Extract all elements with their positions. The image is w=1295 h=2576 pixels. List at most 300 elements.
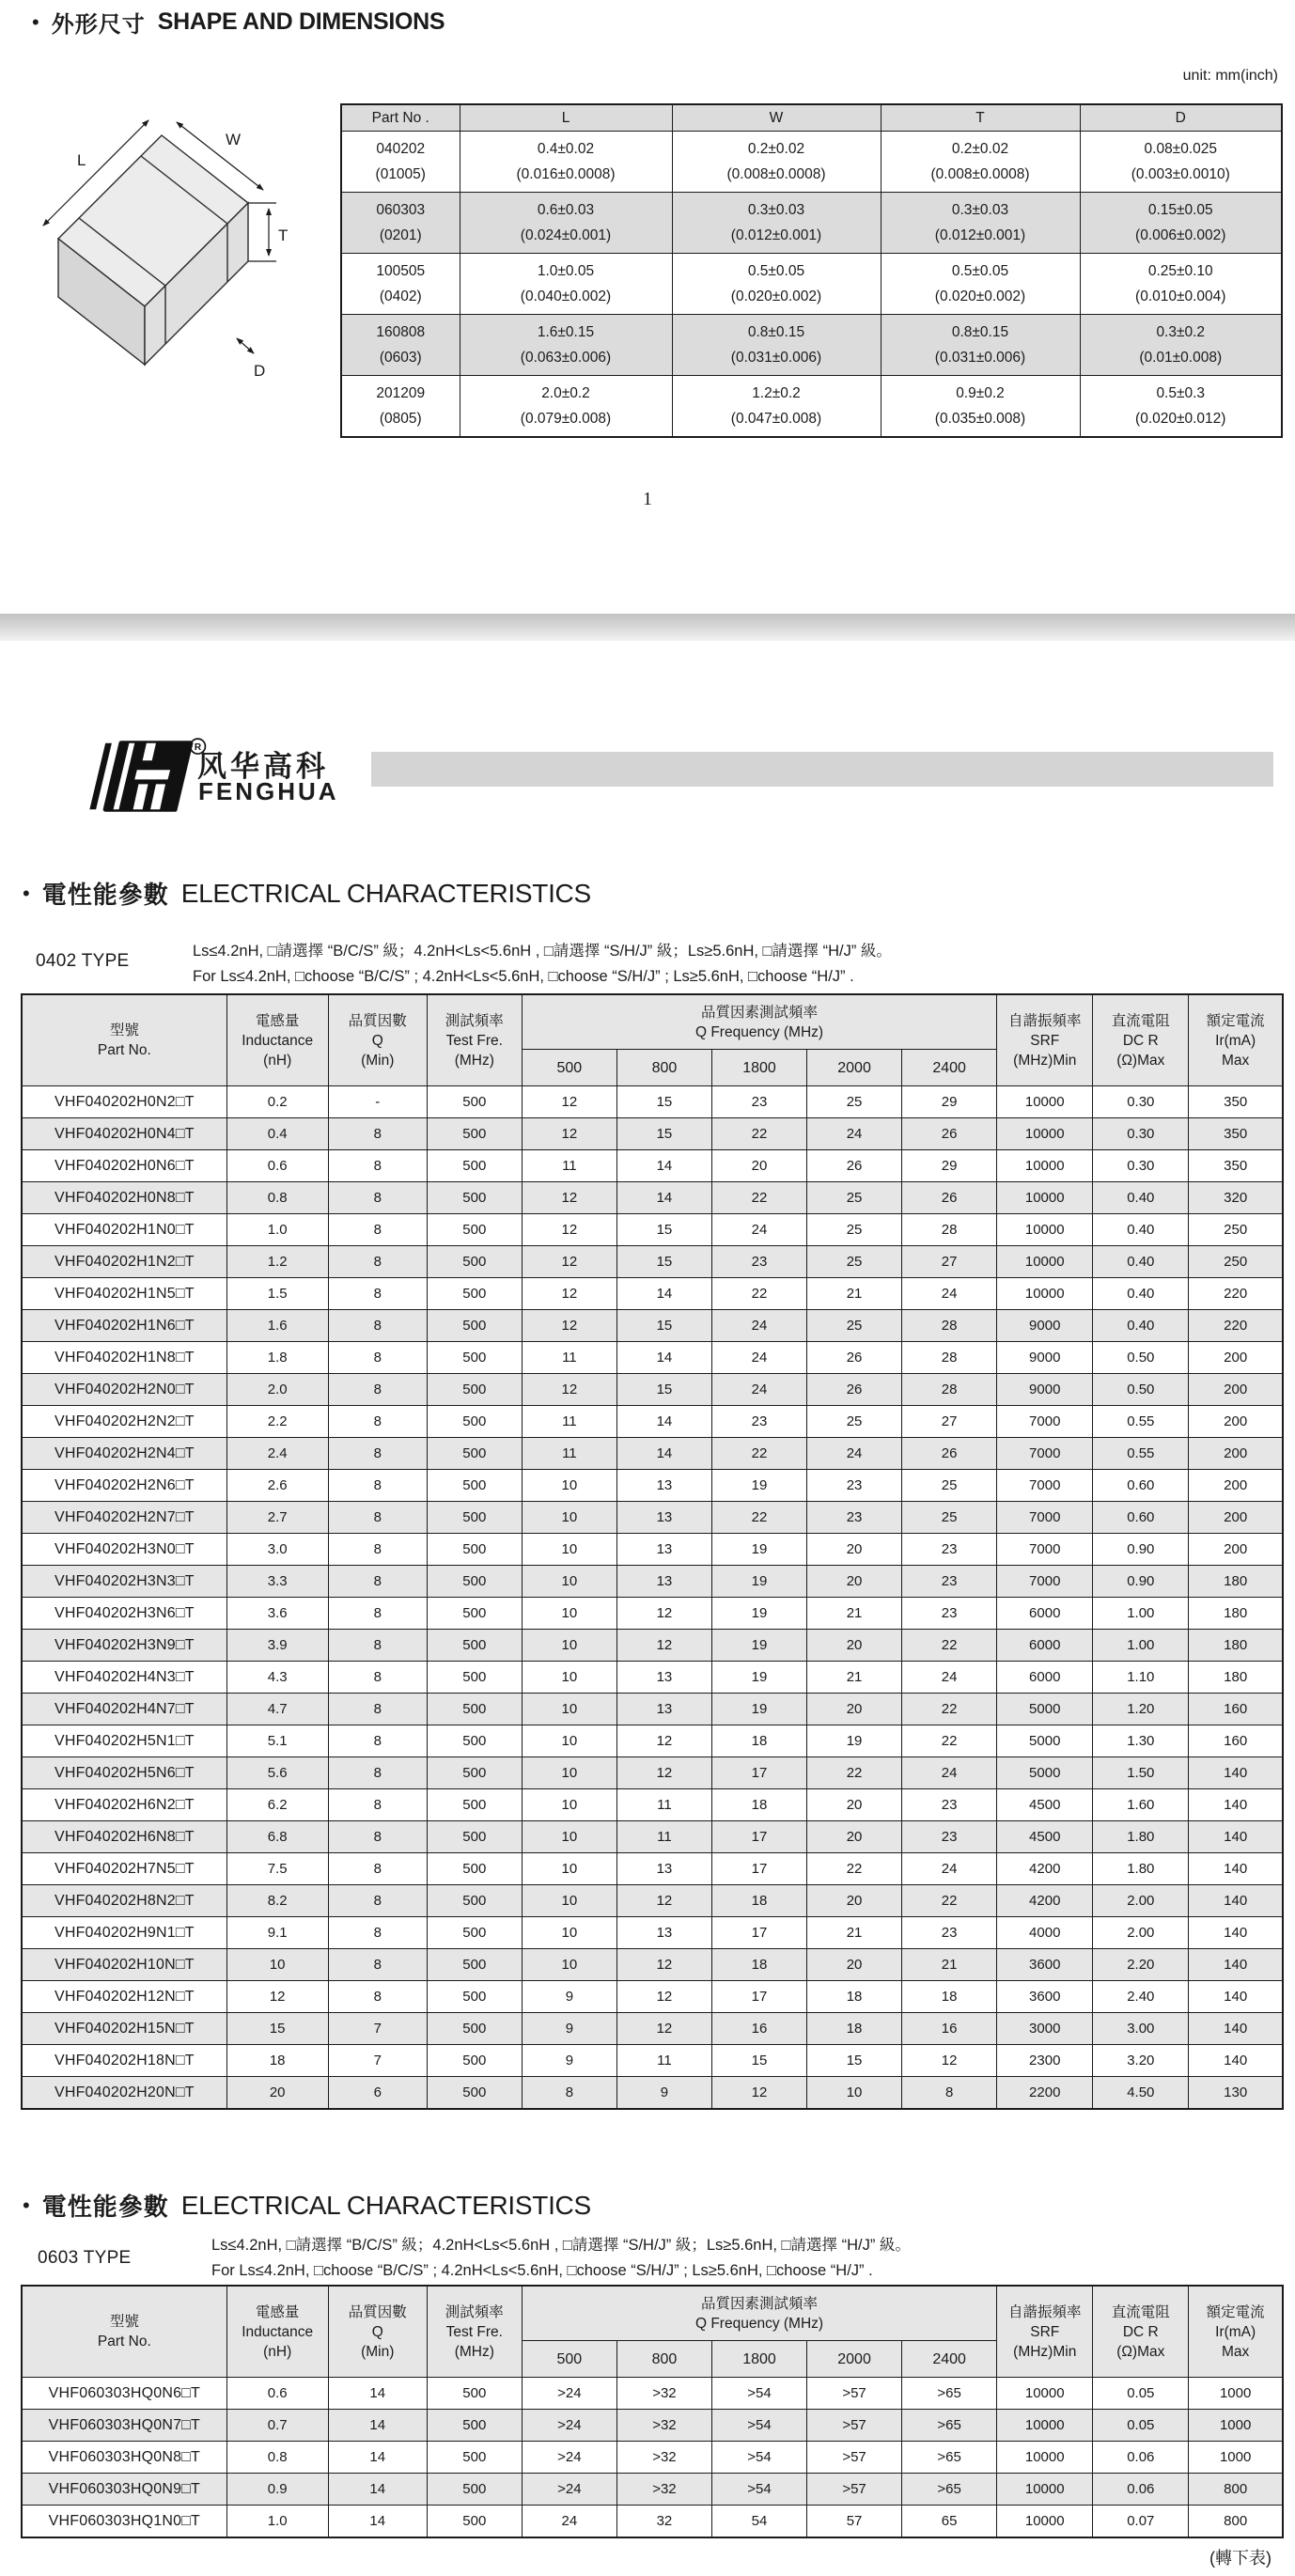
spec-value-cell: 10000 <box>997 1246 1093 1278</box>
spec-value-cell: 19 <box>711 1694 806 1725</box>
spec-value-cell: 3.00 <box>1093 2013 1189 2045</box>
spec-value-cell: 17 <box>711 1917 806 1949</box>
part-no-cell: VHF040202H0N4□T <box>22 1118 226 1150</box>
spec-value-cell: 8 <box>328 1438 427 1470</box>
freq-header-2000: 2000 <box>807 2341 902 2378</box>
freq-header-1800: 1800 <box>711 2341 806 2378</box>
dim-part-cell: 201209 (0805) <box>341 376 460 438</box>
spec-value-cell: 14 <box>616 1406 711 1438</box>
spec-value-cell: 1.00 <box>1093 1630 1189 1662</box>
col-header-inductance: 電感量 Inductance (nH) <box>226 2286 328 2378</box>
spec-value-cell: 5.6 <box>226 1757 328 1789</box>
spec-value-cell: 8 <box>328 1566 427 1598</box>
freq-header-2400: 2400 <box>902 2341 997 2378</box>
spec-value-cell: 65 <box>902 2506 997 2538</box>
spec-value-cell: 180 <box>1189 1662 1283 1694</box>
dim-value-cell: 0.3±0.03 (0.012±0.001) <box>881 193 1080 254</box>
spec-value-cell: 140 <box>1189 1853 1283 1885</box>
spec-value-cell: 10 <box>522 1917 616 1949</box>
spec-value-cell: 19 <box>711 1598 806 1630</box>
spec-value-cell: 500 <box>427 1310 522 1342</box>
spec-value-cell: 17 <box>711 1853 806 1885</box>
dim-table-row <box>341 193 1282 254</box>
dim-value-cell: 0.4±0.02 (0.016±0.0008) <box>460 132 672 193</box>
spec-value-cell: 1.0 <box>226 1214 328 1246</box>
spec-value-cell: 500 <box>427 1246 522 1278</box>
spec-value-cell: 12 <box>616 1885 711 1917</box>
spec-value-cell: 0.05 <box>1093 2378 1189 2410</box>
spec-value-cell: 0.7 <box>226 2410 328 2442</box>
spec-value-cell: 18 <box>902 1981 997 2013</box>
spec-row <box>22 1821 1283 1853</box>
spec-value-cell: 10000 <box>997 2442 1093 2474</box>
spec-value-cell: 23 <box>902 1566 997 1598</box>
spec-value-cell: 500 <box>427 2506 522 2538</box>
dim-table-row <box>341 315 1282 376</box>
part-no-cell: VHF040202H2N7□T <box>22 1502 226 1534</box>
spec-value-cell: 500 <box>427 2077 522 2110</box>
spec-row <box>22 1342 1283 1374</box>
spec-value-cell: 22 <box>711 1182 806 1214</box>
spec-value-cell: 9000 <box>997 1374 1093 1406</box>
spec-value-cell: 500 <box>427 2045 522 2077</box>
spec-value-cell: 29 <box>902 1150 997 1182</box>
spec-value-cell: 1.0 <box>226 2506 328 2538</box>
spec-value-cell: 14 <box>616 1342 711 1374</box>
spec-value-cell: 14 <box>328 2442 427 2474</box>
spec-value-cell: 0.07 <box>1093 2506 1189 2538</box>
spec-row <box>22 1598 1283 1630</box>
spec-value-cell: 18 <box>226 2045 328 2077</box>
spec-value-cell: 200 <box>1189 1534 1283 1566</box>
spec-value-cell: 13 <box>616 1566 711 1598</box>
spec-row <box>22 1694 1283 1725</box>
spec-row <box>22 1885 1283 1917</box>
dim-table-row <box>341 254 1282 315</box>
part-no-cell: VHF040202H2N2□T <box>22 1406 226 1438</box>
spec-value-cell: 10 <box>522 1598 616 1630</box>
spec-value-cell: 2.6 <box>226 1470 328 1502</box>
spec-value-cell: 140 <box>1189 2013 1283 2045</box>
spec-value-cell: 12 <box>522 1086 616 1118</box>
spec-row <box>22 2013 1283 2045</box>
part-no-cell: VHF040202H18N□T <box>22 2045 226 2077</box>
chip-dimension-diagram <box>21 109 314 391</box>
dim-header-d: D <box>1080 104 1282 132</box>
spec-value-cell: 11 <box>522 1342 616 1374</box>
spec-value-cell: 4500 <box>997 1821 1093 1853</box>
spec-value-cell: 13 <box>616 1662 711 1694</box>
spec-row <box>22 2077 1283 2110</box>
spec-value-cell: 7000 <box>997 1566 1093 1598</box>
spec-value-cell: 500 <box>427 1821 522 1853</box>
spec-value-cell: 20 <box>807 1821 902 1853</box>
spec-value-cell: 250 <box>1189 1214 1283 1246</box>
spec-value-cell: 1.2 <box>226 1246 328 1278</box>
spec-value-cell: 8 <box>328 1502 427 1534</box>
spec-value-cell: 7 <box>328 2045 427 2077</box>
spec-value-cell: 26 <box>807 1342 902 1374</box>
part-no-cell: VHF040202H3N9□T <box>22 1630 226 1662</box>
spec-value-cell: 10 <box>522 1470 616 1502</box>
part-no-cell: VHF040202H12N□T <box>22 1981 226 2013</box>
spec-value-cell: 180 <box>1189 1566 1283 1598</box>
part-no-cell: VHF040202H1N0□T <box>22 1214 226 1246</box>
spec-value-cell: 140 <box>1189 1949 1283 1981</box>
spec-value-cell: 18 <box>807 2013 902 2045</box>
spec-value-cell: 4200 <box>997 1853 1093 1885</box>
spec-row <box>22 2474 1283 2506</box>
spec-value-cell: - <box>328 1086 427 1118</box>
spec-value-cell: 12 <box>616 1981 711 2013</box>
bullet-icon: • <box>23 2193 30 2217</box>
part-no-cell: VHF040202H6N8□T <box>22 1821 226 1853</box>
spec-value-cell: 24 <box>711 1342 806 1374</box>
freq-header-800: 800 <box>616 2341 711 2378</box>
spec-value-cell: 11 <box>522 1438 616 1470</box>
spec-value-cell: 18 <box>711 1725 806 1757</box>
spec-value-cell: 24 <box>807 1438 902 1470</box>
spec-value-cell: 8 <box>328 1342 427 1374</box>
part-no-cell: VHF060303HQ0N9□T <box>22 2474 226 2506</box>
spec-value-cell: 5.1 <box>226 1725 328 1757</box>
spec-value-cell: 160 <box>1189 1694 1283 1725</box>
spec-value-cell: 0.30 <box>1093 1086 1189 1118</box>
spec-value-cell: 21 <box>807 1662 902 1694</box>
part-no-cell: VHF040202H1N6□T <box>22 1310 226 1342</box>
spec-value-cell: >57 <box>807 2442 902 2474</box>
spec-value-cell: 8 <box>328 1246 427 1278</box>
continued-note: (轉下表) <box>1209 2549 1272 2568</box>
spec-table-0402 <box>21 993 1284 2110</box>
spec-value-cell: 23 <box>807 1502 902 1534</box>
spec-value-cell: 1.60 <box>1093 1789 1189 1821</box>
freq-header-800: 800 <box>616 1050 711 1086</box>
dim-value-cell: 0.2±0.02 (0.008±0.0008) <box>881 132 1080 193</box>
selection-note-0603 <box>211 2233 911 2284</box>
spec-value-cell: 21 <box>807 1278 902 1310</box>
dim-value-cell: 1.6±0.15 (0.063±0.006) <box>460 315 672 376</box>
spec-value-cell: >65 <box>902 2378 997 2410</box>
spec-value-cell: 180 <box>1189 1598 1283 1630</box>
spec-value-cell: 0.60 <box>1093 1502 1189 1534</box>
freq-header-500: 500 <box>522 1050 616 1086</box>
spec-value-cell: 24 <box>711 1374 806 1406</box>
spec-value-cell: 8 <box>328 1470 427 1502</box>
dim-value-cell: 0.08±0.025 (0.003±0.0010) <box>1080 132 1282 193</box>
part-no-cell: VHF040202H4N3□T <box>22 1662 226 1694</box>
spec-row <box>22 1725 1283 1757</box>
spec-row <box>22 1917 1283 1949</box>
section-shape-dimensions-heading <box>32 6 445 39</box>
part-no-cell: VHF040202H1N8□T <box>22 1342 226 1374</box>
spec-value-cell: 220 <box>1189 1278 1283 1310</box>
dimensions-header-row <box>341 104 1282 132</box>
spec-value-cell: 8 <box>328 1118 427 1150</box>
dim-table-row <box>341 132 1282 193</box>
spec-value-cell: 11 <box>616 1789 711 1821</box>
spec-value-cell: 20 <box>807 1694 902 1725</box>
spec-value-cell: 1000 <box>1189 2378 1283 2410</box>
spec-value-cell: 26 <box>902 1182 997 1214</box>
spec-value-cell: 24 <box>902 1662 997 1694</box>
spec-value-cell: 14 <box>328 2410 427 2442</box>
spec-value-cell: 23 <box>902 1598 997 1630</box>
spec-value-cell: 24 <box>902 1278 997 1310</box>
spec-value-cell: 25 <box>902 1470 997 1502</box>
spec-value-cell: 140 <box>1189 2045 1283 2077</box>
spec-value-cell: 21 <box>807 1917 902 1949</box>
section-title-en: SHAPE AND DIMENSIONS <box>157 8 445 35</box>
spec-value-cell: 23 <box>902 1789 997 1821</box>
spec-value-cell: 4.7 <box>226 1694 328 1725</box>
col-header-q: 品質因數 Q (Min) <box>328 2286 427 2378</box>
spec-value-cell: 27 <box>902 1406 997 1438</box>
spec-value-cell: 29 <box>902 1086 997 1118</box>
spec-value-cell: 500 <box>427 1214 522 1246</box>
spec-value-cell: 14 <box>616 1278 711 1310</box>
spec-value-cell: 500 <box>427 2378 522 2410</box>
spec-value-cell: 14 <box>616 1150 711 1182</box>
spec-value-cell: 32 <box>616 2506 711 2538</box>
spec-value-cell: 10 <box>522 1630 616 1662</box>
spec-value-cell: 10000 <box>997 1182 1093 1214</box>
part-no-cell: VHF040202H2N0□T <box>22 1374 226 1406</box>
spec-value-cell: 12 <box>616 2013 711 2045</box>
spec-value-cell: 500 <box>427 1278 522 1310</box>
spec-row <box>22 1438 1283 1470</box>
spec-value-cell: 18 <box>711 1885 806 1917</box>
freq-header-2000: 2000 <box>807 1050 902 1086</box>
col-header-srf: 自諧振頻率 SRF (MHz)Min <box>997 2286 1093 2378</box>
spec-value-cell: 500 <box>427 1662 522 1694</box>
spec-value-cell: 7000 <box>997 1534 1093 1566</box>
spec-value-cell: 23 <box>902 1917 997 1949</box>
spec-value-cell: 320 <box>1189 1182 1283 1214</box>
page-divider-band <box>0 614 1295 641</box>
spec-value-cell: 13 <box>616 1694 711 1725</box>
spec-value-cell: 3000 <box>997 2013 1093 2045</box>
spec-value-cell: 6.8 <box>226 1821 328 1853</box>
spec-value-cell: >54 <box>711 2474 806 2506</box>
spec-value-cell: 19 <box>711 1662 806 1694</box>
dim-value-cell: 0.8±0.15 (0.031±0.006) <box>672 315 881 376</box>
spec-value-cell: 1.20 <box>1093 1694 1189 1725</box>
spec-value-cell: 0.40 <box>1093 1214 1189 1246</box>
spec-value-cell: 500 <box>427 1853 522 1885</box>
note-line-zh: Ls≤4.2nH, □請選擇 “B/C/S” 級；4.2nH<Ls<5.6nH , □請選擇 “S/H/J” 級；Ls≥5.6nH, □請選擇 “H/J” 級。 <box>211 2237 911 2254</box>
dim-header-l: L <box>460 104 672 132</box>
spec-header-row-1 <box>22 2286 1283 2341</box>
dim-header-part: Part No . <box>341 104 460 132</box>
spec-value-cell: 12 <box>522 1278 616 1310</box>
spec-value-cell: 6 <box>328 2077 427 2110</box>
spec-value-cell: >65 <box>902 2442 997 2474</box>
spec-value-cell: 12 <box>522 1182 616 1214</box>
spec-value-cell: 15 <box>616 1118 711 1150</box>
spec-value-cell: 5000 <box>997 1725 1093 1757</box>
spec-value-cell: 500 <box>427 1534 522 1566</box>
spec-value-cell: 20 <box>807 1534 902 1566</box>
spec-value-cell: 22 <box>711 1438 806 1470</box>
spec-value-cell: 25 <box>807 1310 902 1342</box>
spec-value-cell: 9 <box>522 1981 616 2013</box>
spec-value-cell: 500 <box>427 1566 522 1598</box>
spec-value-cell: 7000 <box>997 1438 1093 1470</box>
spec-value-cell: 4500 <box>997 1789 1093 1821</box>
spec-value-cell: 10000 <box>997 2506 1093 2538</box>
spec-value-cell: 12 <box>522 1374 616 1406</box>
type-label-0603: 0603 TYPE <box>38 2248 132 2268</box>
spec-value-cell: 200 <box>1189 1342 1283 1374</box>
dim-value-cell: 0.15±0.05 (0.006±0.002) <box>1080 193 1282 254</box>
part-no-cell: VHF060303HQ0N8□T <box>22 2442 226 2474</box>
spec-value-cell: >54 <box>711 2378 806 2410</box>
spec-value-cell: 0.50 <box>1093 1374 1189 1406</box>
spec-value-cell: 12 <box>902 2045 997 2077</box>
spec-value-cell: 10000 <box>997 1278 1093 1310</box>
spec-value-cell: 350 <box>1189 1150 1283 1182</box>
spec-value-cell: 3.9 <box>226 1630 328 1662</box>
dim-value-cell: 0.25±0.10 (0.010±0.004) <box>1080 254 1282 315</box>
spec-value-cell: 15 <box>711 2045 806 2077</box>
spec-value-cell: 500 <box>427 1502 522 1534</box>
part-no-cell: VHF060303HQ0N6□T <box>22 2378 226 2410</box>
dim-header-w: W <box>672 104 881 132</box>
part-no-cell: VHF040202H5N6□T <box>22 1757 226 1789</box>
spec-value-cell: 4.3 <box>226 1662 328 1694</box>
spec-row <box>22 1374 1283 1406</box>
spec-value-cell: 12 <box>522 1246 616 1278</box>
spec-value-cell: 10 <box>522 1694 616 1725</box>
spec-value-cell: 7 <box>328 2013 427 2045</box>
spec-value-cell: 13 <box>616 1502 711 1534</box>
spec-row <box>22 2410 1283 2442</box>
spec-value-cell: 1.50 <box>1093 1757 1189 1789</box>
spec-value-cell: >54 <box>711 2442 806 2474</box>
spec-value-cell: 22 <box>902 1694 997 1725</box>
spec-value-cell: 22 <box>902 1885 997 1917</box>
spec-value-cell: 0.4 <box>226 1118 328 1150</box>
freq-header-1800: 1800 <box>711 1050 806 1086</box>
spec-value-cell: 800 <box>1189 2506 1283 2538</box>
dim-value-cell: 0.3±0.2 (0.01±0.008) <box>1080 315 1282 376</box>
spec-value-cell: 8 <box>328 1598 427 1630</box>
spec-value-cell: 10 <box>522 1789 616 1821</box>
dim-part-cell: 100505 (0402) <box>341 254 460 315</box>
spec-value-cell: 220 <box>1189 1310 1283 1342</box>
diagram-label-d: D <box>254 362 266 380</box>
spec-value-cell: 1000 <box>1189 2410 1283 2442</box>
spec-value-cell: 0.40 <box>1093 1246 1189 1278</box>
spec-value-cell: 19 <box>711 1630 806 1662</box>
dim-part-cell: 040202 (01005) <box>341 132 460 193</box>
spec-value-cell: 12 <box>616 1598 711 1630</box>
spec-value-cell: 8 <box>328 1310 427 1342</box>
spec-value-cell: 0.55 <box>1093 1406 1189 1438</box>
spec-value-cell: 8 <box>328 1406 427 1438</box>
dim-table-row <box>341 376 1282 438</box>
dim-value-cell: 0.3±0.03 (0.012±0.001) <box>672 193 881 254</box>
col-header-part: 型號 Part No. <box>22 2286 226 2378</box>
part-no-cell: VHF040202H0N8□T <box>22 1182 226 1214</box>
spec-value-cell: 15 <box>226 2013 328 2045</box>
dim-part-cell: 060303 (0201) <box>341 193 460 254</box>
spec-value-cell: 500 <box>427 1630 522 1662</box>
spec-value-cell: 10 <box>522 1534 616 1566</box>
spec-value-cell: 1.8 <box>226 1342 328 1374</box>
spec-value-cell: 14 <box>328 2506 427 2538</box>
type-label-0402: 0402 TYPE <box>36 951 130 971</box>
dim-value-cell: 2.0±0.2 (0.079±0.008) <box>460 376 672 438</box>
note-line-en: For Ls≤4.2nH, □choose “B/C/S” ; 4.2nH<Ls<5.6nH, □choose “S/H/J” ; Ls≥5.6nH, □choose “H/J” . <box>211 2262 873 2279</box>
spec-value-cell: 500 <box>427 1694 522 1725</box>
spec-value-cell: 9000 <box>997 1342 1093 1374</box>
spec-value-cell: 0.05 <box>1093 2410 1189 2442</box>
chip-body <box>58 135 248 365</box>
fenghua-logo-mark <box>80 737 207 816</box>
spec-value-cell: 23 <box>711 1406 806 1438</box>
spec-header-row-1 <box>22 994 1283 1050</box>
dim-value-cell: 0.8±0.15 (0.031±0.006) <box>881 315 1080 376</box>
spec-value-cell: 0.8 <box>226 2442 328 2474</box>
spec-value-cell: 8 <box>328 1821 427 1853</box>
spec-value-cell: 2.0 <box>226 1374 328 1406</box>
spec-value-cell: 0.60 <box>1093 1470 1189 1502</box>
spec-value-cell: 0.6 <box>226 2378 328 2410</box>
spec-value-cell: 8 <box>328 1662 427 1694</box>
dim-header-t: T <box>881 104 1080 132</box>
spec-value-cell: 180 <box>1189 1630 1283 1662</box>
spec-value-cell: 2.7 <box>226 1502 328 1534</box>
part-no-cell: VHF040202H0N6□T <box>22 1150 226 1182</box>
diagram-label-t: T <box>278 226 289 244</box>
spec-value-cell: 350 <box>1189 1086 1283 1118</box>
spec-value-cell: 0.30 <box>1093 1150 1189 1182</box>
spec-value-cell: 8 <box>328 1534 427 1566</box>
spec-value-cell: 28 <box>902 1214 997 1246</box>
spec-value-cell: 0.06 <box>1093 2474 1189 2506</box>
spec-value-cell: 8 <box>328 1757 427 1789</box>
spec-value-cell: 500 <box>427 1118 522 1150</box>
spec-row <box>22 1662 1283 1694</box>
freq-header-2400: 2400 <box>902 1050 997 1086</box>
spec-value-cell: 250 <box>1189 1246 1283 1278</box>
spec-row <box>22 1502 1283 1534</box>
note-line-en: For Ls≤4.2nH, □choose “B/C/S” ; 4.2nH<Ls<5.6nH, □choose “S/H/J” ; Ls≥5.6nH, □choose “H/J” . <box>193 968 854 985</box>
spec-value-cell: 17 <box>711 1981 806 2013</box>
dimensions-table <box>340 103 1283 438</box>
spec-row <box>22 1853 1283 1885</box>
spec-value-cell: 0.55 <box>1093 1438 1189 1470</box>
spec-value-cell: 11 <box>616 1821 711 1853</box>
spec-value-cell: 22 <box>711 1502 806 1534</box>
spec-value-cell: 12 <box>616 1757 711 1789</box>
spec-value-cell: 9.1 <box>226 1917 328 1949</box>
col-header-dcr: 直流電阻 DC R (Ω)Max <box>1093 2286 1189 2378</box>
spec-value-cell: 20 <box>807 1885 902 1917</box>
spec-value-cell: 23 <box>711 1086 806 1118</box>
spec-value-cell: 8 <box>328 1694 427 1725</box>
spec-value-cell: 500 <box>427 1342 522 1374</box>
part-no-cell: VHF040202H2N6□T <box>22 1470 226 1502</box>
spec-value-cell: >65 <box>902 2410 997 2442</box>
dim-value-cell: 0.6±0.03 (0.024±0.001) <box>460 193 672 254</box>
spec-value-cell: 3.0 <box>226 1534 328 1566</box>
spec-value-cell: 140 <box>1189 1981 1283 2013</box>
spec-value-cell: 8 <box>328 1374 427 1406</box>
spec-value-cell: 25 <box>807 1086 902 1118</box>
